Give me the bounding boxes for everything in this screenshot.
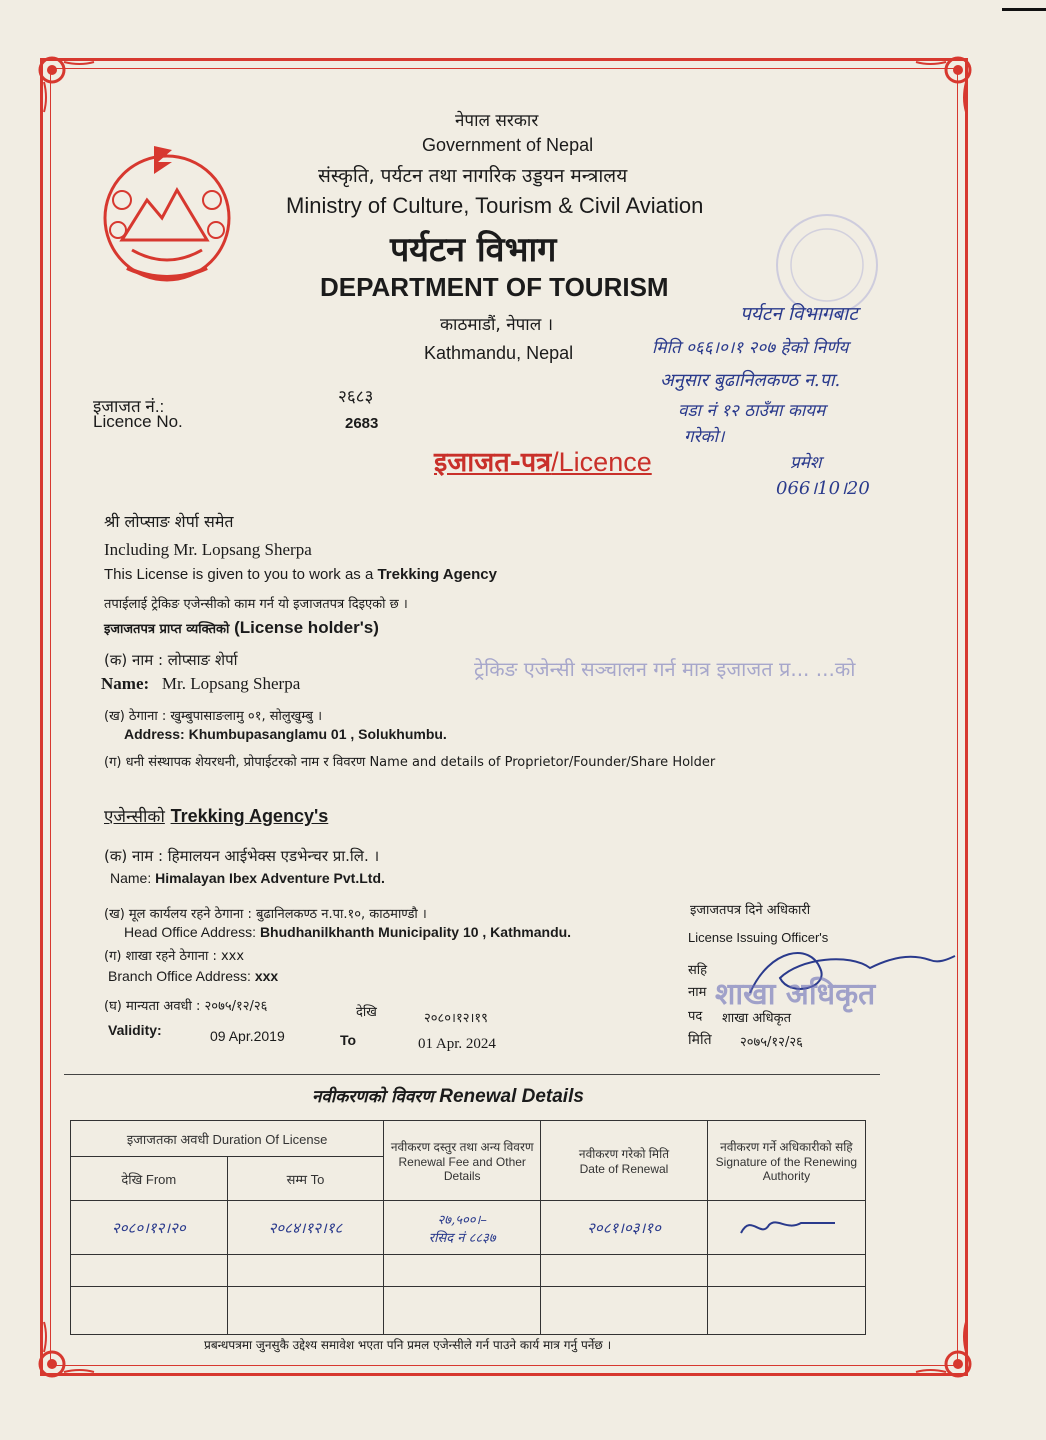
holder-heading <box>104 618 379 638</box>
divider-line <box>64 1074 880 1075</box>
row-from <box>71 1287 228 1335</box>
corner-ornament-icon <box>912 1318 976 1382</box>
officer-post-label: पद <box>688 1009 703 1024</box>
row-to: २०८४।१२।१८ <box>227 1201 384 1255</box>
dept-en: DEPARTMENT OF TOURISM <box>320 272 669 302</box>
nepal-emblem-icon <box>92 140 242 290</box>
licence-no-en: 2683 <box>345 415 379 432</box>
licence-title-np: इजाजत-पत्र <box>434 447 552 478</box>
fee-header-en: Renewal Fee and Other Details <box>398 1155 526 1183</box>
agency-branch-value: xxx <box>254 968 279 984</box>
holder-address-label: Address: <box>124 726 189 742</box>
validity-np: (घ) मान्यता अवधी : २०७५/१२/२६ <box>104 999 268 1014</box>
officer-date-label: मिति <box>688 1032 712 1048</box>
holder-address-value: Khumbupasanglamu 01 , Solukhumbu. <box>188 726 447 742</box>
row-from: २०८०।१२।२० <box>71 1201 228 1255</box>
table-row <box>71 1255 866 1287</box>
holder-name-label: Name: <box>101 674 150 693</box>
validity-to-en: 01 Apr. 2024 <box>418 1036 496 1052</box>
holder-heading-np: इजाजतपत्र प्राप्त व्यक्तिको <box>104 622 230 637</box>
holder-heading-en: (License holder's) <box>234 618 379 637</box>
agency-heading-en: Trekking Agency's <box>170 806 329 826</box>
holder-address-np: (ख) ठेगाना : खुम्बुपासाङलामु ०१, सोलुखुम्बु । <box>104 709 323 724</box>
including-text: Including Mr. Lopsang Sherpa <box>104 540 312 559</box>
table-row <box>71 1121 866 1157</box>
handwritten-line-5: गरेको। <box>684 427 725 447</box>
holder-name-np: (क) नाम : लोप्साङ शेर्पा <box>104 651 238 669</box>
row-date: २०८१।०३।१० <box>541 1201 708 1255</box>
renewal-signature-icon <box>731 1211 841 1241</box>
officer-post-value: शाखा अधिकृत <box>722 1011 792 1026</box>
agency-name-np: (क) नाम : हिमालयन आईभेक्स एडभेन्चर प्रा.लि. । <box>104 847 380 865</box>
scan-edge-line <box>1002 8 1046 11</box>
gov-np: नेपाल सरकार <box>455 111 539 131</box>
row-fee <box>384 1287 541 1335</box>
table-row <box>71 1201 866 1255</box>
date-header-en: Date of Renewal <box>579 1162 669 1176</box>
date-header-np: नवीकरण गरेको मिति <box>578 1147 670 1161</box>
renewal-title-en: Renewal Details <box>439 1086 584 1107</box>
agency-ho-value: Bhudhanilkhanth Municipality 10 , Kathmandu. <box>259 924 572 940</box>
officer-sign-label: सहि <box>688 963 708 978</box>
corner-ornament-icon <box>912 52 976 116</box>
sig-header <box>707 1121 865 1201</box>
row-date <box>541 1255 708 1287</box>
fee-header-np: नवीकरण दस्तुर तथा अन्य विवरण <box>390 1140 534 1154</box>
licence-title <box>434 442 652 479</box>
row-to <box>227 1287 384 1335</box>
row-fee <box>384 1255 541 1287</box>
row-from <box>71 1255 228 1287</box>
given-text <box>104 566 497 583</box>
corner-ornament-icon <box>34 52 98 116</box>
row-signature <box>707 1201 865 1255</box>
handwritten-signature: प्रमेश <box>790 453 822 473</box>
ministry-en: Ministry of Culture, Tourism & Civil Aviation <box>286 193 704 218</box>
officer-title-np: इजाजतपत्र दिने अधिकारी <box>690 903 811 918</box>
officer-name-label: नाम <box>688 985 707 1000</box>
agency-heading-np: एजेन्सीको <box>104 807 165 827</box>
table-row <box>71 1287 866 1335</box>
duration-header: इजाजतका अवधी Duration Of License <box>71 1121 384 1157</box>
row-signature <box>707 1287 865 1335</box>
officer-stamp: शाखा अधिकृत <box>715 977 876 1012</box>
row-date <box>541 1287 708 1335</box>
agency-ho-row <box>124 924 571 940</box>
city-np: काठमाडौं, नेपाल । <box>440 315 554 335</box>
agency-branch-row <box>108 968 278 984</box>
renewal-table <box>70 1120 866 1335</box>
holder-name-np-top: श्री लोप्साङ शेर्पा समेत <box>104 512 234 531</box>
renewal-title-np: नवीकरणको विवरण <box>312 1087 434 1107</box>
from-header: देखि From <box>71 1157 228 1201</box>
validity-dekhi: देखि <box>356 1005 377 1020</box>
validity-to-np: २०८०।१२।१९ <box>424 1011 488 1026</box>
handwritten-line-3: अनुसार बुढानिलकण्ठ न.पा. <box>660 370 841 391</box>
fee-header <box>384 1121 541 1201</box>
given-bold: Trekking Agency <box>377 566 497 583</box>
row-fee <box>384 1201 541 1255</box>
given-np: तपाईलाई ट्रेकिङ एजेन्सीको काम गर्न यो इजाजतपत्र दिइएको छ । <box>104 597 408 612</box>
row-fee-receipt: रसिद नं ८८३७ <box>428 1230 496 1246</box>
row-signature <box>707 1255 865 1287</box>
agency-ho-np: (ख) मूल कार्यलय रहने ठेगाना : बुढानिलकण्ठ न.पा.१०, काठमाण्डौ । <box>104 907 427 922</box>
agency-name-row <box>110 870 385 886</box>
agency-ho-label: Head Office Address: <box>124 924 260 940</box>
to-header: सम्म To <box>227 1157 384 1201</box>
row-fee-amount: २७,५००।– <box>437 1212 487 1228</box>
given-prefix: This License is given to you to work as a <box>104 566 378 583</box>
officer-title-en: License Issuing Officer's <box>688 930 829 945</box>
licence-title-en: /Licence <box>551 447 652 477</box>
proprietor-text: (ग) धनी संस्थापक शेयरधनी, प्रोपाईटरको नाम र विवरण Name and details of Proprietor/Founder/Share Holder <box>104 755 716 770</box>
validity-label: Validity: <box>108 1022 162 1038</box>
footer-note: प्रबन्धपत्रमा जुनसुकै उद्देश्य समावेश भएता पनि प्रमल एजेन्सीले गर्न पाउने कार्य मात्र गर्नु पर्नेछ । <box>204 1338 612 1352</box>
validity-to-label: To <box>340 1032 357 1048</box>
city-en: Kathmandu, Nepal <box>424 343 574 363</box>
validity-from-en: 09 Apr.2019 <box>210 1028 285 1044</box>
agency-heading <box>104 804 328 827</box>
handwritten-line-1: पर्यटन विभागबाट <box>740 303 858 325</box>
sig-header-np: नवीकरण गर्ने अधिकारीको सहि <box>720 1140 853 1154</box>
holder-name-value: Mr. Lopsang Sherpa <box>161 674 301 693</box>
date-header <box>541 1121 708 1201</box>
row-to <box>227 1255 384 1287</box>
holder-name-row <box>101 674 300 694</box>
gov-en: Government of Nepal <box>422 135 594 155</box>
dept-np: पर्यटन विभाग <box>390 230 557 270</box>
handwritten-date: 066।10।20 <box>776 478 870 499</box>
agency-branch-label: Branch Office Address: <box>108 968 255 984</box>
renewal-title <box>312 1084 584 1108</box>
licence-no-np: २६८३ <box>338 387 374 406</box>
validity-stamp-line: ट्रेकिङ एजेन्सी सञ्चालन गर्न मात्र इजाजत प्र... ...को <box>474 657 856 681</box>
holder-address-row <box>124 726 447 742</box>
agency-branch-np: (ग) शाखा रहने ठेगाना : xxx <box>104 949 245 964</box>
handwritten-line-2: मिति ०६६।०।१ २०७ हेको निर्णय <box>652 338 849 358</box>
handwritten-line-4: वडा नं १२ ठाउँमा कायम <box>678 401 826 421</box>
ministry-np: संस्कृति, पर्यटन तथा नागरिक उड्डयन मन्त्रालय <box>318 165 628 187</box>
licence-no-label-en: Licence No. <box>93 412 183 431</box>
agency-name-value: Himalayan Ibex Adventure Pvt.Ltd. <box>155 870 385 886</box>
officer-date-value: २०७५/१२/२६ <box>740 1035 803 1050</box>
agency-name-label: Name: <box>110 870 156 886</box>
sig-header-en: Signature of the Renewing Authority <box>715 1155 858 1183</box>
licence-no-label-np: इजाजत नं.: <box>93 397 165 416</box>
